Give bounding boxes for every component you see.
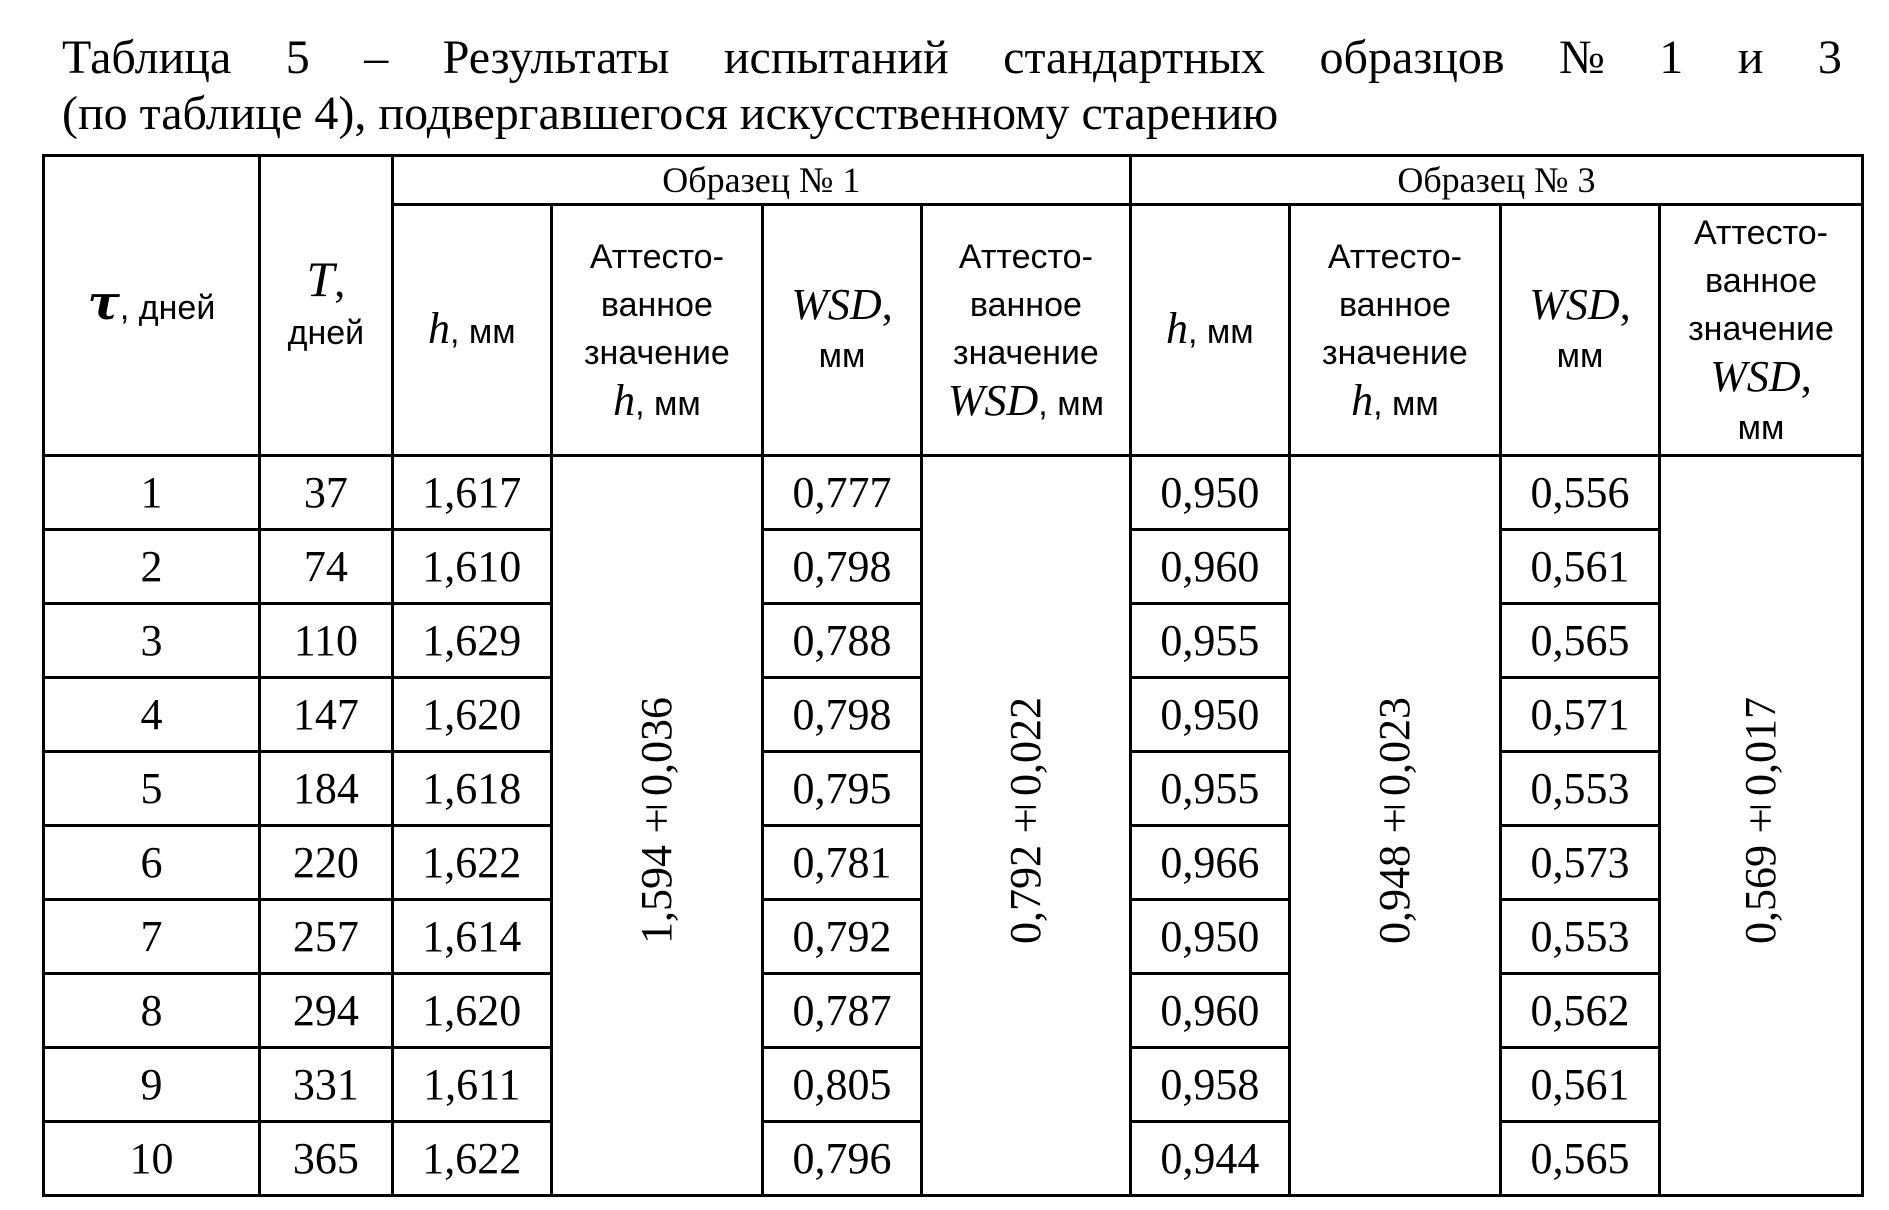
cell-h3: 0,955: [1130, 604, 1289, 678]
cell-wsd3: 0,573: [1501, 826, 1660, 900]
cell-wsd1: 0,788: [762, 604, 921, 678]
cell-wsd3: 0,556: [1501, 456, 1660, 530]
cell-h3: 0,950: [1130, 900, 1289, 974]
caption-word: №: [1559, 31, 1605, 84]
caption-word: 1: [1659, 31, 1684, 84]
cell-T: 37: [259, 456, 392, 530]
cell-tau: 8: [44, 974, 260, 1048]
attested-h3-value: 0,948±0,023: [1369, 696, 1419, 944]
cell-h1: 1,629: [392, 604, 551, 678]
cell-tau: 2: [44, 530, 260, 604]
cell-h3: 0,958: [1130, 1048, 1289, 1122]
header-sample-1: Образец № 1: [392, 156, 1130, 205]
cell-attested-wsd3: [1660, 456, 1863, 1196]
caption-word: –: [364, 31, 389, 84]
cell-tau: 6: [44, 826, 260, 900]
cell-h1: 1,617: [392, 456, 551, 530]
cell-h3: 0,955: [1130, 752, 1289, 826]
cell-wsd3: 0,565: [1501, 1122, 1660, 1196]
cell-h1: 1,610: [392, 530, 551, 604]
cell-wsd3: 0,565: [1501, 604, 1660, 678]
cell-h1: 1,620: [392, 678, 551, 752]
cell-h1: 1,618: [392, 752, 551, 826]
cell-wsd1: 0,787: [762, 974, 921, 1048]
caption-word: испытаний: [723, 31, 949, 84]
cell-h1: 1,614: [392, 900, 551, 974]
cell-h1: 1,620: [392, 974, 551, 1048]
cell-wsd3: 0,561: [1501, 1048, 1660, 1122]
cell-h3: 0,966: [1130, 826, 1289, 900]
header-tau: τ, дней: [44, 156, 260, 456]
cell-h1: 1,622: [392, 826, 551, 900]
cell-T: 257: [259, 900, 392, 974]
cell-h3: 0,950: [1130, 678, 1289, 752]
cell-wsd1: 0,795: [762, 752, 921, 826]
header-T: T, дней: [259, 156, 392, 456]
header-att-h-sample-3: Аттесто- ванное значение h, мм: [1289, 205, 1500, 456]
cell-T: 74: [259, 530, 392, 604]
header-h-sample-1: h, мм: [392, 205, 551, 456]
cell-tau: 5: [44, 752, 260, 826]
attested-h1-value: 1,594±0,036: [631, 696, 681, 944]
cell-h1: 1,611: [392, 1048, 551, 1122]
cell-tau: 4: [44, 678, 260, 752]
cell-h1: 1,622: [392, 1122, 551, 1196]
caption-word: 5: [285, 31, 310, 84]
cell-attested-h1: [551, 456, 762, 1196]
header-att-wsd-sample-3: Аттесто- ванное значение WSD, мм: [1660, 205, 1863, 456]
cell-wsd3: 0,571: [1501, 678, 1660, 752]
results-table: [42, 154, 1864, 1197]
cell-wsd1: 0,792: [762, 900, 921, 974]
header-wsd-sample-1: WSD, мм: [762, 205, 921, 456]
header-att-h-sample-1: Аттесто- ванное значение h, мм: [551, 205, 762, 456]
cell-wsd3: 0,553: [1501, 752, 1660, 826]
cell-T: 110: [259, 604, 392, 678]
caption-word: Результаты: [442, 31, 670, 84]
cell-T: 331: [259, 1048, 392, 1122]
cell-wsd1: 0,798: [762, 530, 921, 604]
cell-wsd1: 0,777: [762, 456, 921, 530]
header-sample-3: Образец № 3: [1130, 156, 1862, 205]
cell-attested-h3: [1289, 456, 1500, 1196]
cell-tau: 1: [44, 456, 260, 530]
cell-h3: 0,944: [1130, 1122, 1289, 1196]
cell-wsd1: 0,781: [762, 826, 921, 900]
caption-word: стандартных: [1003, 31, 1266, 84]
cell-h3: 0,950: [1130, 456, 1289, 530]
cell-wsd1: 0,796: [762, 1122, 921, 1196]
cell-T: 294: [259, 974, 392, 1048]
cell-h3: 0,960: [1130, 530, 1289, 604]
cell-h3: 0,960: [1130, 974, 1289, 1048]
caption-word: 3: [1817, 31, 1842, 84]
header-att-wsd-sample-1: Аттесто- ванное значение WSD, мм: [921, 205, 1130, 456]
caption-word: Таблица: [62, 31, 232, 84]
cell-tau: 9: [44, 1048, 260, 1122]
cell-wsd1: 0,798: [762, 678, 921, 752]
cell-wsd3: 0,562: [1501, 974, 1660, 1048]
cell-T: 220: [259, 826, 392, 900]
cell-wsd1: 0,805: [762, 1048, 921, 1122]
table-row: [44, 456, 1863, 530]
cell-tau: 3: [44, 604, 260, 678]
caption-word: и: [1737, 31, 1764, 84]
cell-T: 184: [259, 752, 392, 826]
attested-wsd1-value: 0,792±0,022: [1000, 696, 1050, 944]
cell-T: 147: [259, 678, 392, 752]
cell-attested-wsd1: [921, 456, 1130, 1196]
cell-wsd3: 0,561: [1501, 530, 1660, 604]
table-caption: [62, 30, 1842, 142]
caption-line-1: [62, 30, 1842, 86]
header-group-row: [44, 156, 1863, 205]
header-h-sample-3: h, мм: [1130, 205, 1289, 456]
tau-symbol: τ: [87, 275, 120, 331]
header-wsd-sample-3: WSD, мм: [1501, 205, 1660, 456]
cell-tau: 10: [44, 1122, 260, 1196]
cell-wsd3: 0,553: [1501, 900, 1660, 974]
caption-word: образцов: [1319, 31, 1505, 84]
cell-T: 365: [259, 1122, 392, 1196]
caption-line-2: (по таблице 4), подвергавшегося искусственному старению: [62, 87, 1279, 140]
cell-tau: 7: [44, 900, 260, 974]
attested-wsd3-value: 0,569±0,017: [1736, 696, 1785, 944]
